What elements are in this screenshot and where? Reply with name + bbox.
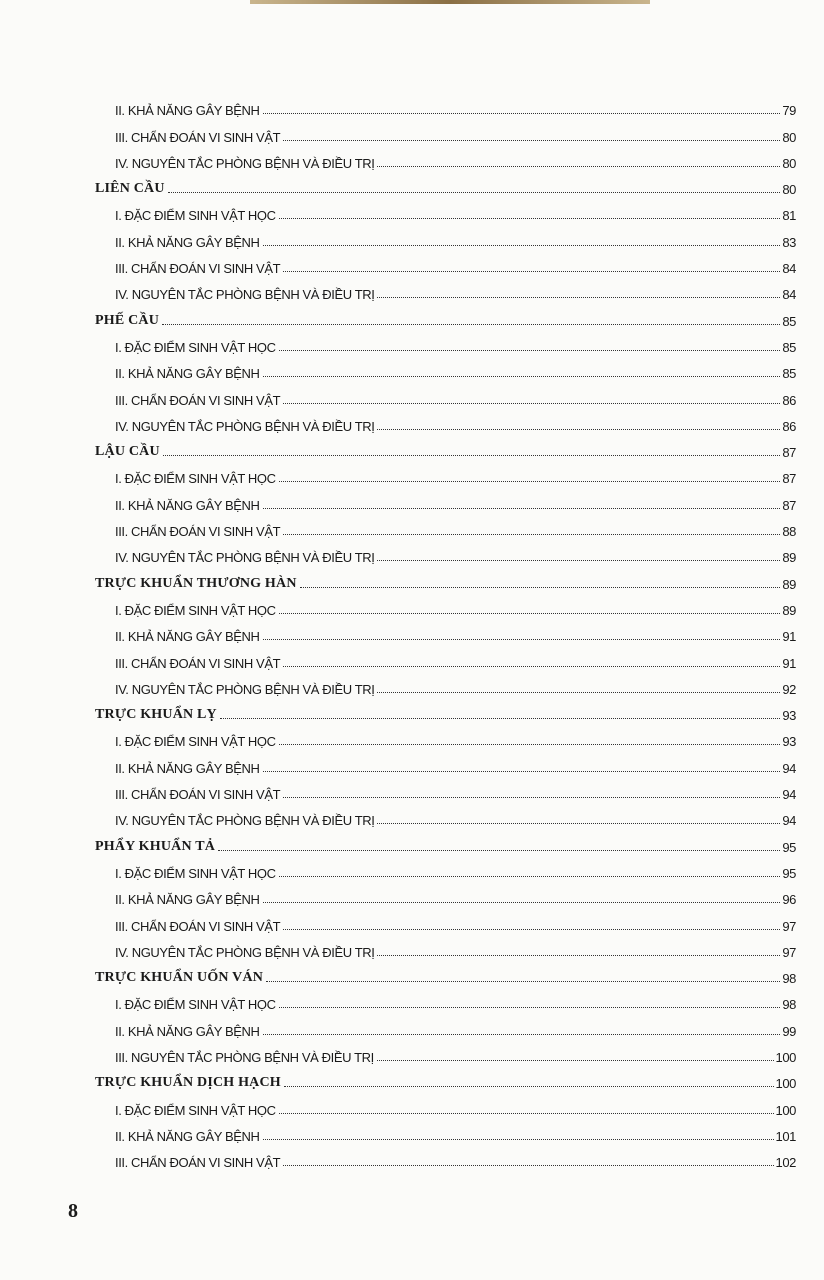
table-of-contents	[95, 92, 796, 1170]
dot-leader	[263, 376, 780, 377]
entry-title: IV. NGUYÊN TẮC PHÒNG BỆNH VÀ ĐIỀU TRỊ	[115, 681, 375, 697]
entry-title: IV. NGUYÊN TẮC PHÒNG BỆNH VÀ ĐIỀU TRỊ	[115, 813, 375, 829]
entry-page: 85	[782, 339, 796, 355]
entry-page: 80	[782, 129, 796, 145]
entry-title: III. CHẨN ĐOÁN VI SINH VẬT	[115, 524, 281, 540]
dot-leader	[218, 850, 780, 851]
toc-section-entry	[95, 855, 796, 881]
entry-title: IV. NGUYÊN TẮC PHÒNG BỆNH VÀ ĐIỀU TRỊ	[115, 944, 375, 960]
dot-leader	[279, 744, 780, 745]
entry-page: 86	[782, 418, 796, 434]
toc-section-entry	[95, 118, 796, 144]
entry-title: II. KHẢ NĂNG GÂY BỆNH	[115, 366, 260, 382]
dot-leader	[163, 455, 780, 456]
entry-page: 97	[782, 918, 796, 934]
entry-title: I. ĐẶC ĐIỂM SINH VẬT HỌC	[115, 865, 276, 881]
toc-chapter-entry	[95, 171, 796, 197]
dot-leader	[162, 324, 780, 325]
toc-section-entry	[95, 776, 796, 802]
entry-page: 96	[782, 892, 796, 908]
entry-title: III. CHẨN ĐOÁN VI SINH VẬT	[115, 261, 281, 277]
toc-section-entry	[95, 539, 796, 565]
entry-title: IV. NGUYÊN TẮC PHÒNG BỆNH VÀ ĐIỀU TRỊ	[115, 550, 375, 566]
dot-leader	[283, 797, 780, 798]
dot-leader	[377, 429, 780, 430]
entry-page: 81	[782, 208, 796, 224]
dot-leader	[279, 1113, 774, 1114]
dot-leader	[283, 1165, 773, 1166]
toc-chapter-entry	[95, 565, 796, 591]
toc-section-entry	[95, 197, 796, 223]
entry-page: 95	[782, 865, 796, 881]
entry-page: 100	[775, 1049, 796, 1065]
page-number: 8	[68, 1200, 78, 1222]
entry-page: 85	[782, 313, 796, 329]
entry-page: 99	[782, 1023, 796, 1039]
entry-page: 79	[782, 103, 796, 119]
dot-leader	[279, 481, 780, 482]
entry-page: 89	[782, 576, 796, 592]
toc-section-entry	[95, 92, 796, 118]
toc-section-entry	[95, 881, 796, 907]
entry-title: III. CHẨN ĐOÁN VI SINH VẬT	[115, 918, 281, 934]
entry-title: I. ĐẶC ĐIỂM SINH VẬT HỌC	[115, 602, 276, 618]
toc-section-entry	[95, 723, 796, 749]
dot-leader	[263, 1034, 780, 1035]
entry-title: III. CHẨN ĐOÁN VI SINH VẬT	[115, 129, 281, 145]
entry-page: 94	[782, 760, 796, 776]
dot-leader	[377, 297, 780, 298]
entry-page: 80	[782, 155, 796, 171]
entry-title: II. KHẢ NĂNG GÂY BỆNH	[115, 629, 260, 645]
toc-section-entry	[95, 934, 796, 960]
toc-section-entry	[95, 329, 796, 355]
dot-leader	[279, 1007, 780, 1008]
entry-page: 100	[775, 1076, 796, 1092]
dot-leader	[266, 981, 780, 982]
entry-title: II. KHẢ NĂNG GÂY BỆNH	[115, 760, 260, 776]
entry-title: I. ĐẶC ĐIỂM SINH VẬT HỌC	[115, 339, 276, 355]
entry-page: 86	[782, 392, 796, 408]
toc-chapter-entry	[95, 960, 796, 986]
dot-leader	[220, 718, 780, 719]
toc-section-entry	[95, 486, 796, 512]
dot-leader	[263, 771, 780, 772]
toc-chapter-entry	[95, 302, 796, 328]
dot-leader	[279, 350, 780, 351]
entry-title: II. KHẢ NĂNG GÂY BỆNH	[115, 497, 260, 513]
toc-section-entry	[95, 907, 796, 933]
entry-title: LẬU CẦU	[95, 444, 160, 460]
toc-section-entry	[95, 460, 796, 486]
entry-page: 92	[782, 681, 796, 697]
entry-title: II. KHẢ NĂNG GÂY BỆNH	[115, 234, 260, 250]
entry-page: 93	[782, 708, 796, 724]
toc-section-entry	[95, 644, 796, 670]
entry-page: 84	[782, 261, 796, 277]
dot-leader	[263, 508, 780, 509]
dot-leader	[284, 1086, 774, 1087]
entry-page: 98	[782, 997, 796, 1013]
entry-page: 100	[775, 1102, 796, 1118]
dot-leader	[377, 823, 780, 824]
toc-section-entry	[95, 802, 796, 828]
entry-page: 93	[782, 734, 796, 750]
entry-page: 89	[782, 550, 796, 566]
toc-section-entry	[95, 1118, 796, 1144]
entry-title: I. ĐẶC ĐIỂM SINH VẬT HỌC	[115, 1102, 276, 1118]
dot-leader	[279, 218, 780, 219]
entry-page: 87	[782, 471, 796, 487]
entry-page: 91	[782, 655, 796, 671]
entry-title: II. KHẢ NĂNG GÂY BỆNH	[115, 1128, 260, 1144]
dot-leader	[279, 876, 780, 877]
dot-leader	[263, 245, 780, 246]
dot-leader	[263, 113, 780, 114]
dot-leader	[283, 403, 780, 404]
toc-section-entry	[95, 618, 796, 644]
entry-title: IV. NGUYÊN TẮC PHÒNG BỆNH VÀ ĐIỀU TRỊ	[115, 418, 375, 434]
dot-leader	[283, 929, 780, 930]
toc-section-entry	[95, 408, 796, 434]
entry-page: 83	[782, 234, 796, 250]
entry-page: 87	[782, 497, 796, 513]
dot-leader	[377, 1060, 774, 1061]
toc-section-entry	[95, 381, 796, 407]
entry-page: 85	[782, 366, 796, 382]
entry-title: TRỰC KHUẨN UỐN VÁN	[95, 970, 264, 986]
dot-leader	[377, 955, 780, 956]
entry-page: 95	[782, 839, 796, 855]
entry-title: III. CHẨN ĐOÁN VI SINH VẬT	[115, 787, 281, 803]
toc-chapter-entry	[95, 828, 796, 854]
toc-section-entry	[95, 749, 796, 775]
entry-title: PHẾ CẦU	[95, 312, 160, 328]
toc-section-entry	[95, 671, 796, 697]
dot-leader	[283, 534, 780, 535]
entry-page: 101	[775, 1128, 796, 1144]
entry-title: II. KHẢ NĂNG GÂY BỆNH	[115, 103, 260, 119]
entry-title: I. ĐẶC ĐIỂM SINH VẬT HỌC	[115, 997, 276, 1013]
dot-leader	[283, 140, 780, 141]
toc-section-entry	[95, 592, 796, 618]
dot-leader	[283, 666, 780, 667]
toc-section-entry	[95, 1039, 796, 1065]
toc-chapter-entry	[95, 434, 796, 460]
toc-chapter-entry	[95, 1065, 796, 1091]
dot-leader	[377, 560, 780, 561]
toc-section-entry	[95, 250, 796, 276]
entry-page: 97	[782, 944, 796, 960]
entry-page: 87	[782, 445, 796, 461]
dot-leader	[263, 902, 780, 903]
toc-section-entry	[95, 1091, 796, 1117]
entry-title: TRỰC KHUẨN LỴ	[95, 707, 217, 723]
dot-leader	[263, 639, 780, 640]
entry-title: PHẨY KHUẨN TẢ	[95, 838, 216, 854]
entry-title: II. KHẢ NĂNG GÂY BỆNH	[115, 892, 260, 908]
toc-section-entry	[95, 513, 796, 539]
toc-section-entry	[95, 145, 796, 171]
entry-title: II. KHẢ NĂNG GÂY BỆNH	[115, 1023, 260, 1039]
dot-leader	[300, 587, 780, 588]
entry-title: I. ĐẶC ĐIỂM SINH VẬT HỌC	[115, 208, 276, 224]
toc-section-entry	[95, 986, 796, 1012]
entry-title: TRỰC KHUẨN DỊCH HẠCH	[95, 1075, 281, 1091]
entry-title: IV. NGUYÊN TẮC PHÒNG BỆNH VÀ ĐIỀU TRỊ	[115, 155, 375, 171]
entry-page: 89	[782, 602, 796, 618]
entry-page: 84	[782, 287, 796, 303]
toc-section-entry	[95, 1144, 796, 1170]
dot-leader	[283, 271, 780, 272]
toc-section-entry	[95, 223, 796, 249]
entry-page: 98	[782, 971, 796, 987]
entry-page: 102	[775, 1155, 796, 1171]
toc-section-entry	[95, 355, 796, 381]
entry-page: 94	[782, 787, 796, 803]
toc-section-entry	[95, 276, 796, 302]
entry-page: 94	[782, 813, 796, 829]
entry-title: I. ĐẶC ĐIỂM SINH VẬT HỌC	[115, 471, 276, 487]
dot-leader	[263, 1139, 774, 1140]
entry-page: 88	[782, 524, 796, 540]
entry-page: 80	[782, 182, 796, 198]
entry-title: III. CHẨN ĐOÁN VI SINH VẬT	[115, 1155, 281, 1171]
book-edge-band	[250, 0, 650, 4]
dot-leader	[168, 192, 780, 193]
dot-leader	[279, 613, 780, 614]
entry-title: I. ĐẶC ĐIỂM SINH VẬT HỌC	[115, 734, 276, 750]
entry-title: III. NGUYÊN TẮC PHÒNG BỆNH VÀ ĐIỀU TRỊ	[115, 1049, 374, 1065]
dot-leader	[377, 166, 780, 167]
entry-title: III. CHẨN ĐOÁN VI SINH VẬT	[115, 392, 281, 408]
entry-page: 91	[782, 629, 796, 645]
dot-leader	[377, 692, 780, 693]
entry-title: IV. NGUYÊN TẮC PHÒNG BỆNH VÀ ĐIỀU TRỊ	[115, 287, 375, 303]
entry-title: III. CHẨN ĐOÁN VI SINH VẬT	[115, 655, 281, 671]
entry-title: LIÊN CẦU	[95, 181, 165, 197]
toc-section-entry	[95, 1012, 796, 1038]
entry-title: TRỰC KHUẨN THƯƠNG HÀN	[95, 575, 297, 591]
toc-chapter-entry	[95, 697, 796, 723]
